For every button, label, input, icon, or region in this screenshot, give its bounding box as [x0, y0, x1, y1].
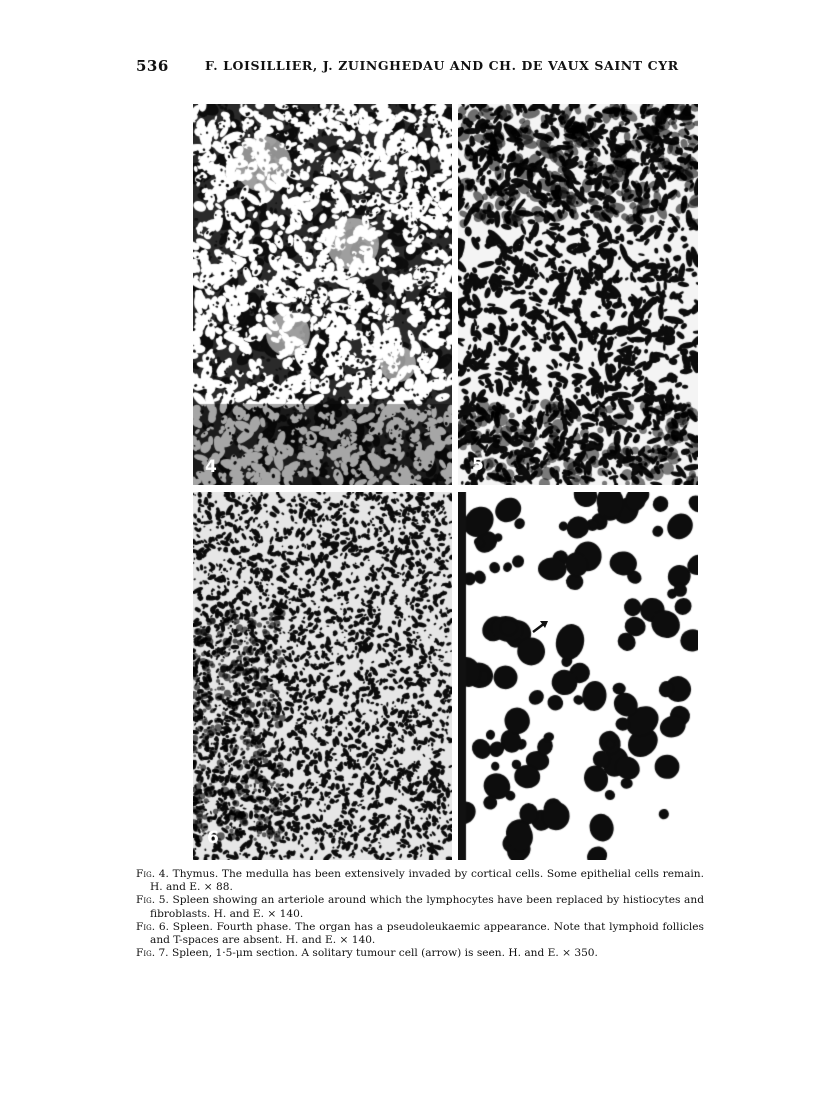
micrograph-image [193, 104, 452, 485]
figure-captions [136, 868, 704, 960]
panel-label: 6 [207, 828, 219, 848]
micrograph-spleen-fourth-phase [193, 492, 452, 860]
arrow-icon [532, 620, 550, 634]
micrograph-image [193, 492, 452, 860]
running-head: F. LOISILLIER, J. ZUINGHEDAU AND CH. DE VAUX SAINT CYR [205, 58, 679, 73]
panel-label: 4 [205, 457, 217, 477]
micrograph-thymus [193, 104, 452, 485]
caption-text: Spleen showing an arteriole around which the lymphocytes have been replaced by histiocytes and fibroblasts. H. and E. × 140. [150, 894, 704, 920]
caption-figure-label: Fig. 7. [136, 947, 169, 960]
micrograph-spleen-arteriole [458, 104, 698, 485]
caption-fig-7 [136, 947, 704, 960]
figure-plate [193, 104, 698, 860]
caption-text: Spleen. Fourth phase. The organ has a pseudoleukaemic appearance. Note that lymphoid follicles and T-spaces are absent. H. and E. × 140. [150, 920, 704, 947]
micrograph-image [458, 492, 698, 860]
panel-label: 7 [470, 834, 482, 854]
panel-label: 5 [472, 455, 484, 475]
page-number: 536 [136, 57, 169, 75]
caption-text: Spleen, 1·5-μm section. A solitary tumour cell (arrow) is seen. H. and E. × 350. [171, 947, 598, 960]
caption-fig-4 [136, 868, 704, 894]
caption-figure-label: Fig. 4. [136, 868, 169, 880]
caption-figure-label: Fig. 6. [136, 920, 169, 933]
micrograph-image [458, 104, 698, 485]
micrograph-spleen-tumour-cell [458, 492, 698, 860]
caption-text: Thymus. The medulla has been extensively invaded by cortical cells. Some epithelial cells remain. H. and E. × 88. [150, 868, 704, 894]
caption-fig-5 [136, 894, 704, 920]
caption-fig-6 [136, 921, 704, 947]
caption-figure-label: Fig. 5. [136, 894, 169, 907]
